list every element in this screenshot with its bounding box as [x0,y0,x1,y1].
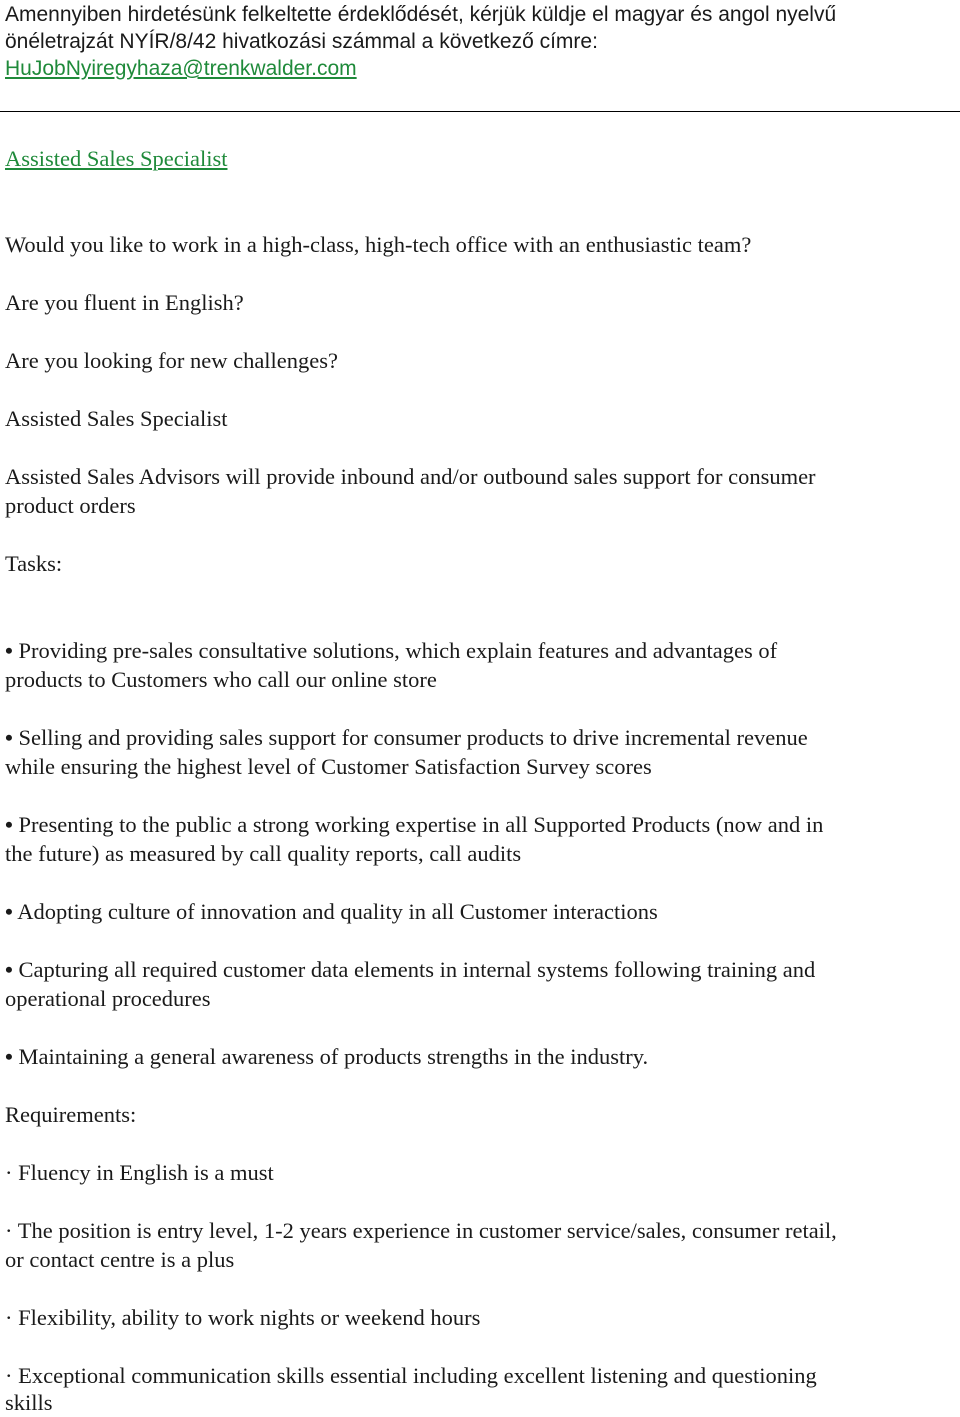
task-item [5,897,658,926]
requirement-text: Exceptional communication skills essential including excellent listening and questioning [18,1363,817,1388]
bullet-icon: • [5,899,13,924]
intro-line-1: Amennyiben hirdetésünk felkeltette érdeklődését, kérjük küldje el magyar és angol nyelvű [5,3,837,26]
task-item-continued: while ensuring the highest level of Customer Satisfaction Survey scores [5,754,652,779]
bullet-icon: • [5,957,13,982]
bullet-icon: · [5,1305,13,1330]
job-subtitle: Assisted Sales Specialist [5,406,228,431]
task-item-continued: the future) as measured by call quality reports, call audits [5,841,522,866]
bullet-icon: · [5,1218,13,1243]
requirement-text: Flexibility, ability to work nights or weekend hours [18,1305,481,1330]
requirement-item [5,1361,817,1390]
task-item [5,810,823,839]
requirement-text: The position is entry level, 1-2 years experience in customer service/sales, consumer retail, [17,1218,837,1243]
task-item [5,955,815,984]
bullet-icon: · [5,1160,13,1185]
bullet-icon: • [5,725,13,750]
task-item [5,636,777,665]
bullet-icon: · [5,1363,13,1388]
bullet-icon: • [5,1044,13,1069]
question-1: Would you like to work in a high-class, high-tech office with an enthusiastic team? [5,232,752,257]
question-2: Are you fluent in English? [5,290,244,315]
task-text: Presenting to the public a strong working expertise in all Supported Products (now and in [18,812,824,837]
section-divider [0,111,960,112]
intro-line-2: önéletrajzát NYÍR/8/42 hivatkozási számmal a következő címre: [5,30,598,53]
requirement-item-continued: or contact centre is a plus [5,1247,235,1272]
task-text: Capturing all required customer data elements in internal systems following training and [18,957,816,982]
contact-email-link[interactable]: HuJobNyiregyhaza@trenkwalder.com [5,57,357,80]
requirement-text: Fluency in English is a must [18,1160,274,1185]
task-text: Selling and providing sales support for consumer products to drive incremental revenue [18,725,808,750]
task-text: Providing pre-sales consultative solutions, which explain features and advantages of [18,638,778,663]
task-item-continued: operational procedures [5,986,211,1011]
tasks-heading: Tasks: [5,551,63,576]
task-item [5,1042,648,1071]
requirement-item [5,1158,274,1187]
description-line-2: product orders [5,493,136,518]
task-item-continued: products to Customers who call our online store [5,667,437,692]
task-item [5,723,808,752]
description-line-1: Assisted Sales Advisors will provide inbound and/or outbound sales support for consumer [5,464,816,489]
bullet-icon: • [5,638,13,663]
question-3: Are you looking for new challenges? [5,348,339,373]
requirement-item-continued: skills [5,1390,53,1415]
requirement-item [5,1216,837,1245]
requirement-item [5,1303,480,1332]
bullet-icon: • [5,812,13,837]
task-text: Adopting culture of innovation and quality in all Customer interactions [17,899,658,924]
task-text: Maintaining a general awareness of products strengths in the industry. [18,1044,649,1069]
job-title-link[interactable]: Assisted Sales Specialist [5,146,228,171]
requirements-heading: Requirements: [5,1102,137,1127]
